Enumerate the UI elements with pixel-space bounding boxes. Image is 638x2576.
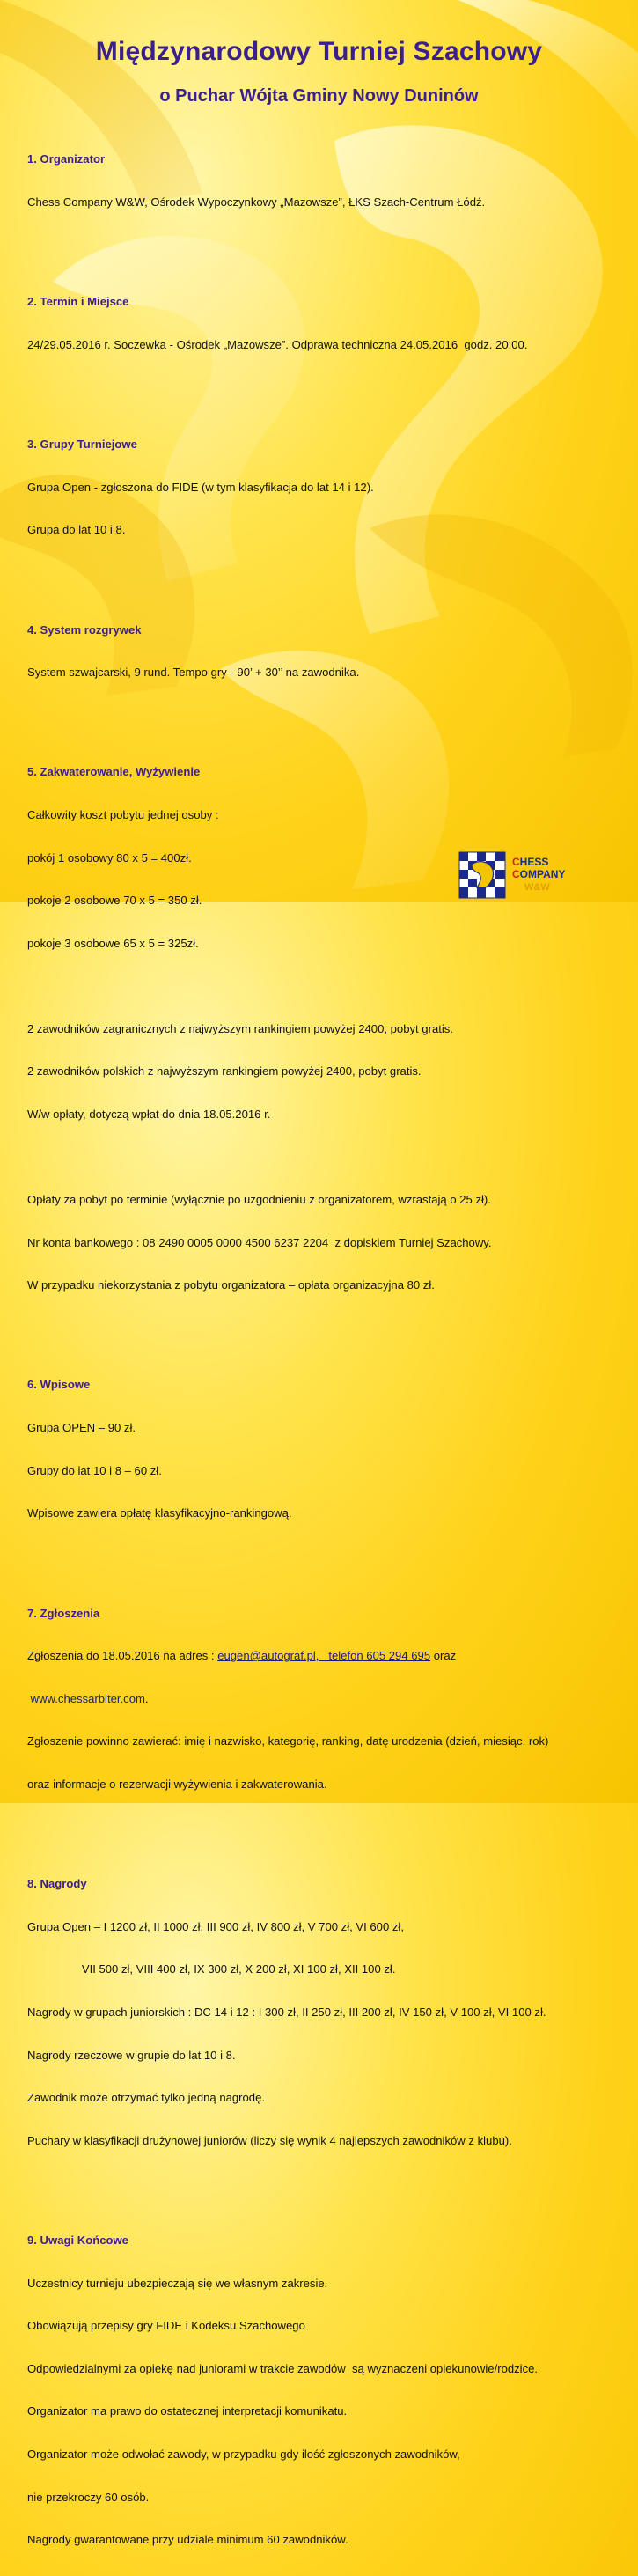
prizes-line: Grupa Open – I 1200 zł, II 1000 zł, III 900 zł, IV 800 zł, V 700 zł, VI 600 zł, — [27, 1919, 404, 1933]
accommodation-line: pokoje 3 osobowe 65 x 5 = 325zł. — [27, 936, 199, 950]
registration-line — [27, 1692, 626, 1706]
page-title: Międzynarodowy Turniej Szachowy — [95, 37, 543, 66]
prizes-line: Nagrody w grupach juniorskich : DC 14 i 12 : I 300 zł, II 250 zł, III 200 zł, IV 150 zł, V 100 zł, VI 100 zł. — [27, 2005, 546, 2019]
entry-fee-line: Grupa OPEN – 90 zł. — [27, 1421, 136, 1435]
accommodation-line: pokój 1 osobowy 80 x 5 = 400zł. — [27, 850, 192, 865]
chess-company-logo — [459, 852, 600, 898]
bank-account-line: Nr konta bankowego : 08 2490 0005 0000 4500 6237 2204 z dopiskiem Turniej Szachowy. — [27, 1235, 492, 1249]
logo-text — [512, 856, 565, 894]
accommodation-line: Opłaty za pobyt po terminie (wyłącznie po uzgodnieniu z organizatorem, wzrastają o 25 zł). — [27, 1193, 491, 1207]
final-notes-line: nie przekroczy 60 osób. — [27, 2490, 150, 2504]
final-notes-line: Organizator może odwołać zawody, w przypadku gdy ilość zgłoszonych zawodników, — [27, 2447, 460, 2462]
logo-word-hess: HESS — [519, 856, 549, 868]
section-heading-registration: 7. Zgłoszenia — [27, 1606, 100, 1620]
registration-line: oraz informacje o rezerwacji wyżywienia i zakwaterowania. — [27, 1777, 327, 1791]
prizes-line: Zawodnik może otrzymać tylko jedną nagrodę. — [27, 2091, 266, 2105]
section-heading-accommodation: 5. Zakwaterowanie, Wyżywienie — [27, 765, 201, 779]
email-phone-link[interactable]: eugen@autograf.pl, telefon 605 294 695 — [217, 1649, 431, 1663]
system-line: System szwajcarski, 9 rund. Tempo gry - 90’ + 30’’ na zawodnika. — [27, 666, 360, 680]
section-heading-system: 4. System rozgrywek — [27, 622, 142, 637]
website-suffix: . — [144, 1691, 149, 1705]
logo-ww: W&W — [524, 882, 550, 893]
final-notes-line: Nagrody gwarantowane przy udziale minimum 60 zawodników. — [27, 2533, 348, 2547]
tournament-announcement — [27, 124, 626, 2576]
registration-line: Zgłoszenie powinno zawierać: imię i nazwisko, kategorię, ranking, datę urodzenia (dzień, miesiąc, rok) — [27, 1734, 549, 1748]
prizes-line: VII 500 zł, VIII 400 zł, IX 300 zł, X 200 zł, XI 100 zł, XII 100 zł. — [27, 1962, 396, 1976]
section-heading-organizer: 1. Organizator — [27, 152, 106, 166]
chessboard-logo-icon — [459, 852, 505, 898]
prizes-line: Puchary w klasyfikacji drużynowej juniorów (liczy się wynik 4 najlepszych zawodników z klubu). — [27, 2133, 512, 2147]
date-place-line: 24/29.05.2016 r. Soczewka - Ośrodek „Mazowsze”. Odprawa techniczna 24.05.2016 godz. 20:00. — [27, 337, 528, 351]
section-heading-final-notes: 9. Uwagi Końcowe — [27, 2234, 128, 2248]
accommodation-line: pokoje 2 osobowe 70 x 5 = 350 zł. — [27, 894, 202, 908]
page-subtitle: o Puchar Wójta Gminy Nowy Duninów — [159, 86, 479, 106]
section-heading-date-place: 2. Termin i Miejsce — [27, 295, 129, 309]
prizes-line: Nagrody rzeczowe w grupie do lat 10 i 8. — [27, 2048, 236, 2062]
section-heading-entry-fee: 6. Wpisowe — [27, 1378, 91, 1392]
section-heading-prizes: 8. Nagrody — [27, 1877, 87, 1891]
logo-cap-c2: C — [512, 868, 520, 880]
groups-line: Grupa Open - zgłoszona do FIDE (w tym klasyfikacja do lat 14 i 12). — [27, 480, 374, 494]
logo-word-ompany: OMPANY — [519, 868, 566, 880]
final-notes-line: Uczestnicy turnieju ubezpieczają się we własnym zakresie. — [27, 2276, 328, 2290]
groups-line: Grupa do lat 10 i 8. — [27, 523, 126, 537]
accommodation-line: 2 zawodników polskich z najwyższym rankingiem powyżej 2400, pobyt gratis. — [27, 1064, 422, 1078]
registration-line — [27, 1649, 626, 1663]
accommodation-line: W przypadku niekorzystania z pobytu organizatora – opłata organizacyjna 80 zł. — [27, 1278, 435, 1292]
website-link[interactable]: www.chessarbiter.com — [30, 1691, 145, 1705]
entry-fee-line: Wpisowe zawiera opłatę klasyfikacyjno-rankingową. — [27, 1506, 292, 1520]
organizer-line: Chess Company W&W, Ośrodek Wypoczynkowy „Mazowsze”, ŁKS Szach-Centrum Łódź. — [27, 195, 486, 210]
accommodation-line: W/w opłaty, dotyczą wpłat do dnia 18.05.2016 r. — [27, 1108, 271, 1121]
final-notes-line: Odpowiedzialnymi za opiekę nad juniorami w trakcie zawodów są wyznaczeni opiekunowie/rodzice. — [27, 2361, 539, 2375]
entry-fee-line: Grupy do lat 10 i 8 – 60 zł. — [27, 1463, 162, 1477]
accommodation-line: 2 zawodników zagranicznych z najwyższym rankingiem powyżej 2400, pobyt gratis. — [27, 1021, 453, 1035]
logo-cap-c1: C — [512, 856, 520, 868]
accommodation-line: Całkowity koszt pobytu jednej osoby : — [27, 807, 219, 821]
registration-prefix: Zgłoszenia do 18.05.2016 na adres : — [27, 1649, 218, 1663]
section-heading-groups: 3. Grupy Turniejowe — [27, 438, 137, 452]
registration-suffix: oraz — [430, 1649, 457, 1663]
final-notes-line: Organizator ma prawo do ostatecznej interpretacji komunikatu. — [27, 2404, 348, 2418]
final-notes-line: Obowiązują przepisy gry FIDE i Kodeksu Szachowego — [27, 2319, 305, 2333]
